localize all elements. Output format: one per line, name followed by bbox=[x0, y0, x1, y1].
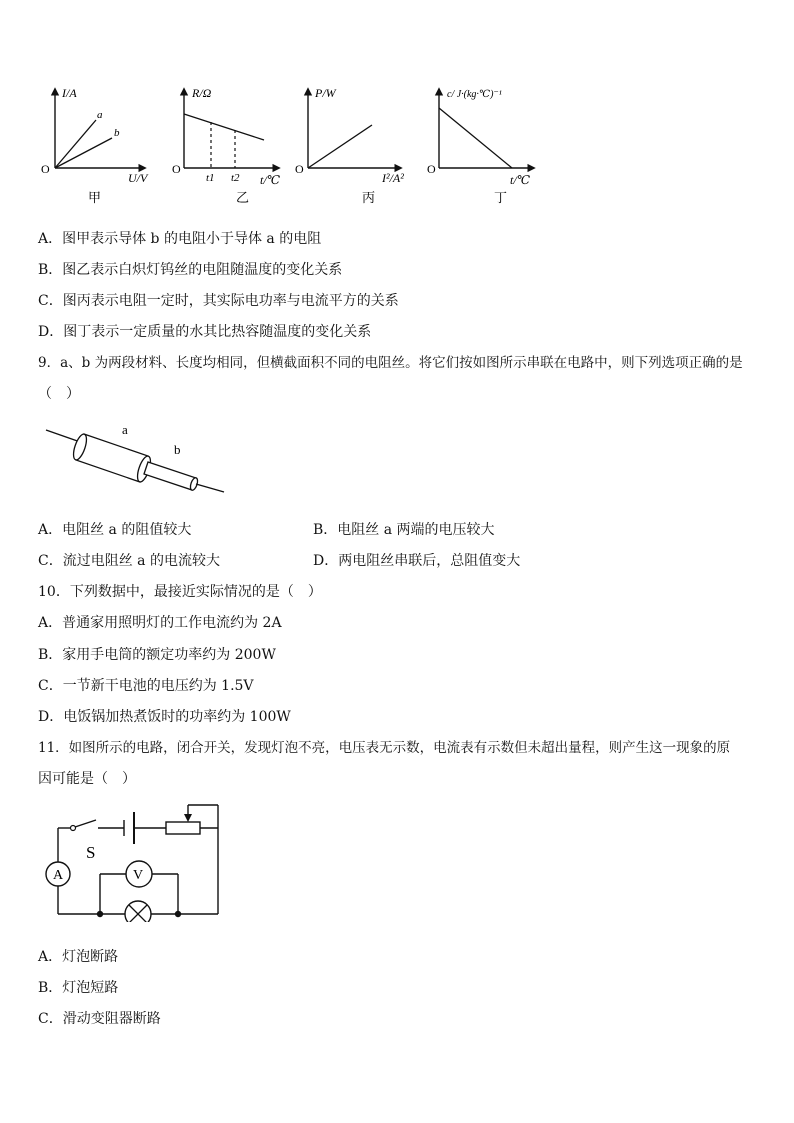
ding-origin: O bbox=[427, 162, 436, 176]
switch-pivot bbox=[71, 826, 76, 831]
q8-option-d: D．图丁表示一定质量的水其比热容随温度的变化关系 bbox=[38, 324, 372, 340]
ding-x-label: t/℃ bbox=[510, 173, 531, 187]
graph-name-bing: 丙 bbox=[362, 190, 376, 205]
bing-y-label: P/W bbox=[315, 86, 336, 100]
graph-ding bbox=[427, 89, 533, 187]
rheostat-slider-arrow bbox=[184, 814, 192, 822]
q11-option-a: A．灯泡断路 bbox=[38, 949, 119, 965]
q9-stem-paren: （ ） bbox=[38, 386, 80, 402]
voltmeter-label: V bbox=[133, 868, 144, 883]
yi-t1-label: t1 bbox=[206, 172, 215, 184]
yi-origin: O bbox=[172, 162, 181, 176]
q10-option-b: B．家用手电筒的额定功率约为 200W bbox=[38, 647, 276, 663]
q9-option-c: C．流过电阻丝 a 的电流较大 bbox=[38, 553, 220, 569]
graph-jia bbox=[41, 86, 149, 185]
q9-stem: 9．a、b 为两段材料、长度均相同，但横截面积不同的电阻丝。将它们按如图所示串联在电路中，则下列选项正确的是 bbox=[38, 355, 743, 371]
q8-option-b: B．图乙表示白炽灯钨丝的电阻随温度的变化关系 bbox=[38, 262, 343, 278]
q10-option-a: A．普通家用照明灯的工作电流约为 2A bbox=[38, 615, 282, 631]
q10-option-c: C．一节新干电池的电压约为 1.5V bbox=[38, 678, 254, 694]
q11-option-c: C．滑动变阻器断路 bbox=[38, 1011, 161, 1027]
ammeter-label: A bbox=[53, 868, 64, 883]
line-b bbox=[55, 138, 112, 168]
jia-x-label: U/V bbox=[128, 171, 148, 185]
yi-y-label: R/Ω bbox=[192, 86, 212, 100]
q11-stem: 11．如图所示的电路，闭合开关，发现灯泡不亮，电压表无示数，电流表有示数但未超出量程，则产生这一现象的原 bbox=[38, 740, 731, 756]
q11-option-b: B．灯泡短路 bbox=[38, 980, 119, 996]
yi-x-label: t/℃ bbox=[260, 173, 281, 187]
q10-stem: 10．下列数据中，最接近实际情况的是（ ） bbox=[38, 584, 322, 600]
q9-option-b: B．电阻丝 a 两端的电压较大 bbox=[313, 522, 495, 538]
graph-name-yi: 乙 bbox=[236, 190, 250, 205]
wire-b-label: b bbox=[174, 442, 181, 457]
line-a bbox=[55, 120, 96, 168]
jia-line-a-label: a bbox=[97, 109, 103, 121]
q9-option-d: D．两电阻丝串联后，总阻值变大 bbox=[313, 553, 521, 569]
jia-origin: O bbox=[41, 162, 50, 176]
q8-option-a: A．图甲表示导体 b 的电阻小于导体 a 的电阻 bbox=[38, 231, 322, 247]
power-line bbox=[308, 125, 372, 168]
ding-y-label: c/ J·(kg·℃)⁻¹ bbox=[447, 89, 502, 100]
junction-right bbox=[175, 911, 181, 917]
junction-left bbox=[97, 911, 103, 917]
jia-y-label: I/A bbox=[62, 86, 77, 100]
resistance-line bbox=[184, 114, 264, 140]
bing-x-label: I²/A² bbox=[382, 171, 404, 185]
wire-figure bbox=[44, 418, 234, 498]
q8-option-c: C．图丙表示电阻一定时，其实际电功率与电流平方的关系 bbox=[38, 293, 399, 309]
jia-line-b-label: b bbox=[114, 127, 120, 139]
switch-blade bbox=[75, 820, 96, 827]
yi-t2-label: t2 bbox=[231, 172, 240, 184]
switch-label: S bbox=[86, 843, 96, 862]
circuit-figure bbox=[38, 800, 228, 922]
graph-yi bbox=[172, 86, 281, 187]
q10-option-d: D．电饭锅加热煮饭时的功率约为 100W bbox=[38, 709, 291, 725]
q9-option-a: A．电阻丝 a 的阻值较大 bbox=[38, 522, 192, 538]
graph-name-jia: 甲 bbox=[88, 190, 102, 205]
rheostat bbox=[166, 822, 200, 834]
bing-origin: O bbox=[295, 162, 304, 176]
graph-bing bbox=[295, 86, 404, 185]
specific-heat-line bbox=[439, 108, 512, 168]
q11-stem-cont: 因可能是（ ） bbox=[38, 771, 136, 787]
bulb bbox=[125, 901, 151, 922]
graph-name-ding: 丁 bbox=[494, 190, 508, 205]
wire-a-label: a bbox=[122, 422, 128, 437]
graphs-figure bbox=[38, 82, 548, 212]
